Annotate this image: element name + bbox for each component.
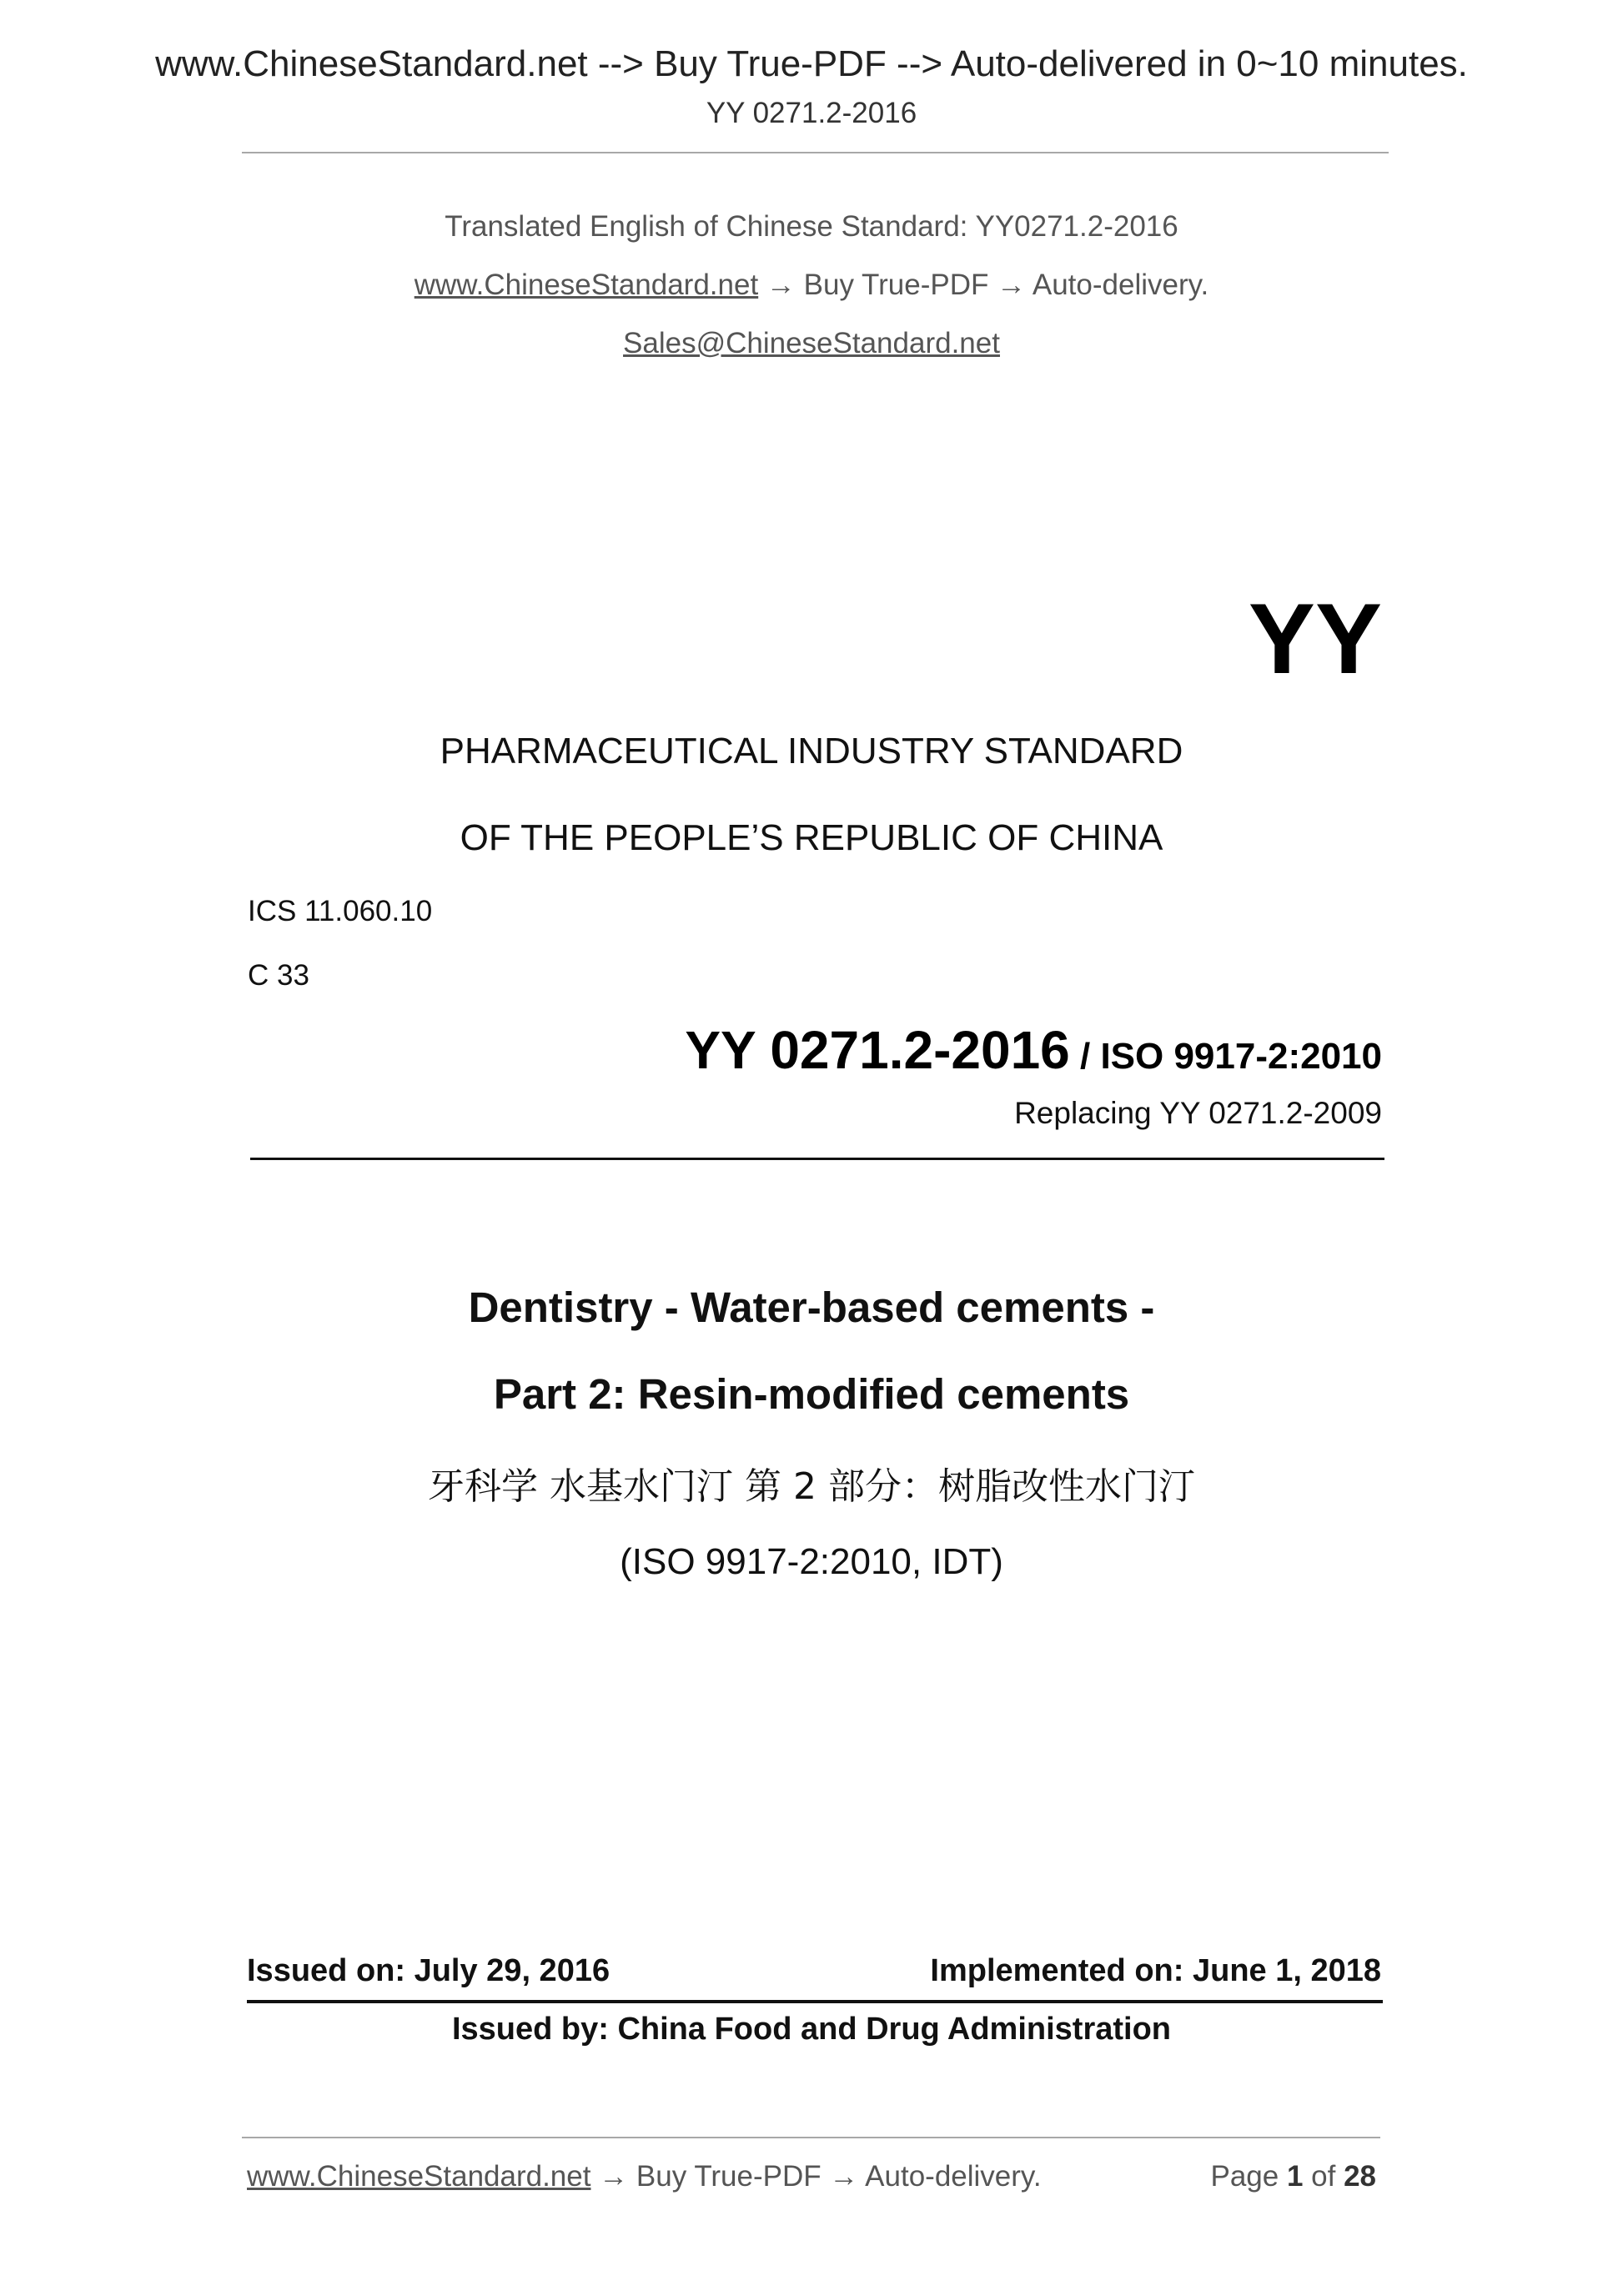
issue-divider [247, 2000, 1383, 2003]
page-label: Page [1210, 2160, 1287, 2193]
iso-equivalence: (ISO 9917-2:2010, IDT) [620, 1541, 1003, 1582]
footer-site-rest: → Buy True-PDF → Auto-delivery. [590, 2160, 1042, 2193]
footer-site-link[interactable]: www.ChineseStandard.net [247, 2160, 591, 2193]
page-of: of [1303, 2160, 1344, 2193]
issued-on-date: Issued on: July 29, 2016 [247, 1953, 611, 1988]
site-link[interactable]: www.ChineseStandard.net [414, 269, 759, 301]
ics-code: ICS 11.060.10 [248, 895, 433, 927]
translated-line: Translated English of Chinese Standard: YY0271.2-2016 [445, 210, 1178, 243]
header-doc-code: YY 0271.2-2016 [706, 97, 917, 129]
standard-type-line2: OF THE PEOPLE’S REPUBLIC OF CHINA [460, 817, 1163, 858]
issued-by: Issued by: China Food and Drug Administration [451, 2012, 1172, 2047]
page-indicator [1210, 2160, 1376, 2193]
implemented-on-date: Implemented on: June 1, 2018 [930, 1953, 1381, 1988]
title-line1: Dentistry - Water-based cements - [468, 1284, 1155, 1331]
footer-divider [242, 2137, 1380, 2138]
title-chinese: 牙科学 水基水门汀 第 2 部分：树脂改性水门汀 [428, 1465, 1195, 1508]
standard-type-line1: PHARMACEUTICAL INDUSTRY STANDARD [440, 731, 1183, 771]
standard-number [685, 1019, 1382, 1081]
page-current: 1 [1286, 2160, 1304, 2193]
sales-email-link[interactable]: Sales@ChineseStandard.net [623, 327, 1000, 359]
site-line-rest: → Buy True-PDF → Auto-delivery. [758, 269, 1209, 301]
title-line2: Part 2: Resin-modified cements [493, 1370, 1130, 1418]
site-line [0, 269, 1623, 302]
replacing-standard: Replacing YY 0271.2-2009 [1014, 1096, 1382, 1130]
standard-divider [250, 1158, 1384, 1160]
c-code: C 33 [248, 959, 309, 992]
standard-number-main: YY 0271.2-2016 [685, 1020, 1070, 1080]
footer-site [247, 2160, 1042, 2193]
standard-number-iso: ISO 9917-2:2010 [1100, 1036, 1382, 1077]
page-total: 28 [1344, 2160, 1376, 2193]
standard-number-separator: / [1069, 1036, 1101, 1077]
yy-logo: YY [1248, 583, 1382, 695]
header-divider [242, 152, 1389, 153]
top-banner: www.ChineseStandard.net --> Buy True-PDF --> Auto-delivered in 0~10 minutes. [155, 43, 1468, 84]
